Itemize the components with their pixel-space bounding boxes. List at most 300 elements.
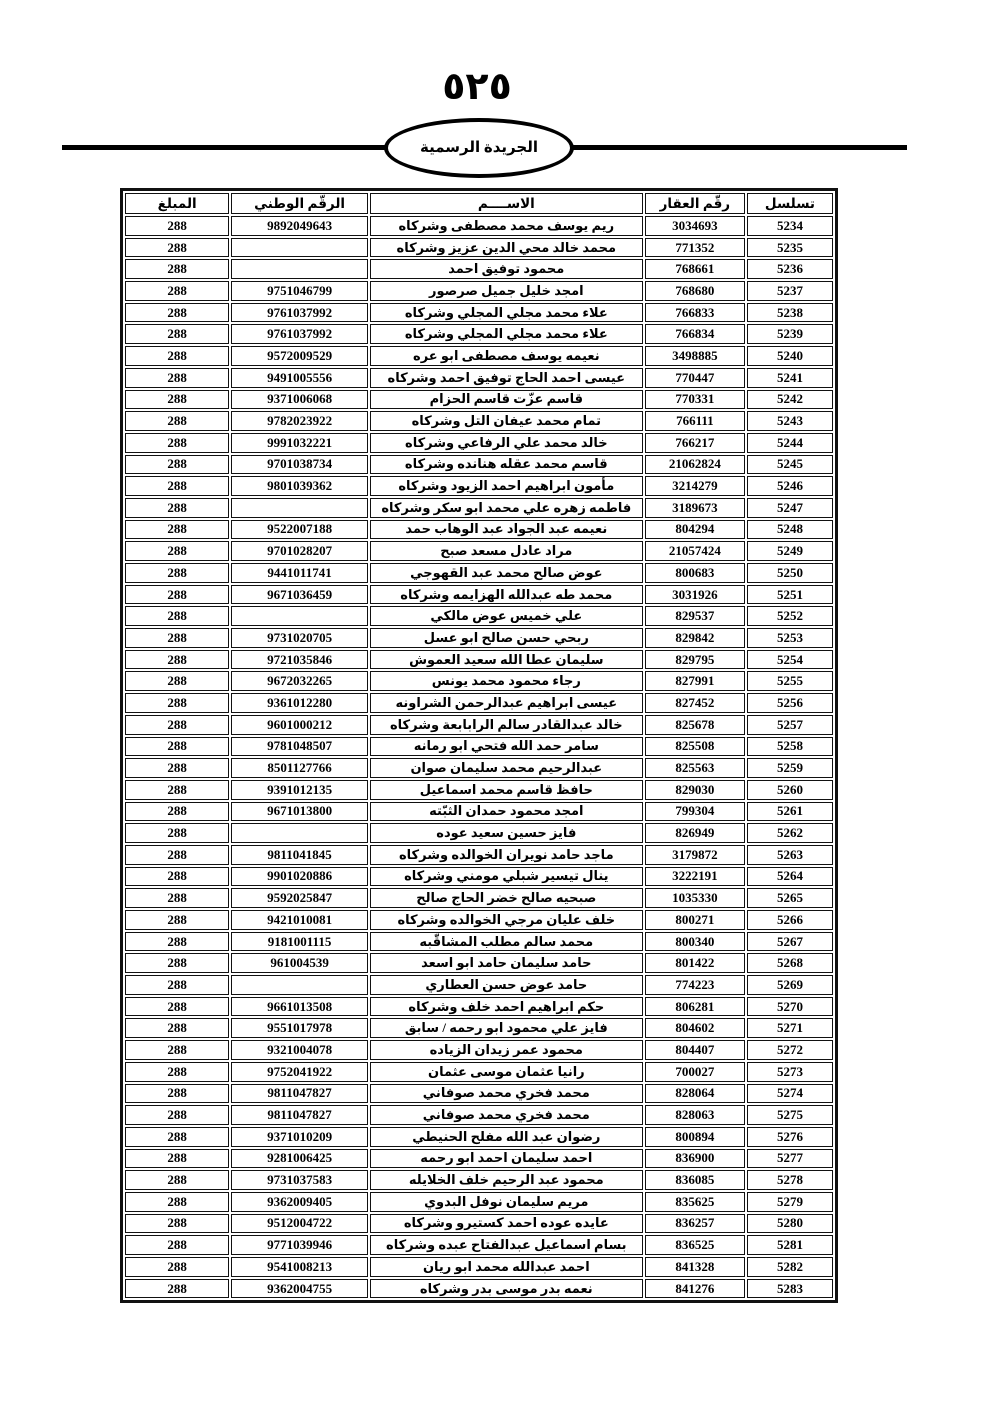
cell-property-no: 829537: [645, 606, 745, 626]
cell-national-no: 9671036459: [231, 585, 368, 605]
cell-property-no: 800271: [645, 910, 745, 930]
cell-property-no: 804602: [645, 1018, 745, 1038]
cell-property-no: 841276: [645, 1279, 745, 1299]
cell-property-no: 800894: [645, 1127, 745, 1147]
cell-amount: 288: [125, 498, 229, 518]
cell-name: قاسم محمد عقله هنانده وشركاه: [370, 455, 643, 475]
cell-national-no: 9701038734: [231, 455, 368, 475]
table-row: [125, 368, 833, 388]
cell-national-no: [231, 606, 368, 626]
gazette-banner: [384, 118, 574, 178]
cell-serial: 5283: [747, 1279, 833, 1299]
cell-national-no: 9781048507: [231, 737, 368, 757]
table-row: [125, 758, 833, 778]
cell-national-no: 8501127766: [231, 758, 368, 778]
cell-property-no: 829030: [645, 780, 745, 800]
cell-serial: 5246: [747, 476, 833, 496]
cell-name: خلف عليان مرجي الخوالده وشركاه: [370, 910, 643, 930]
table-row: [125, 628, 833, 648]
table-row: [125, 1192, 833, 1212]
records-body: [125, 216, 833, 1298]
cell-property-no: 806281: [645, 997, 745, 1017]
cell-amount: 288: [125, 715, 229, 735]
cell-amount: 288: [125, 324, 229, 344]
cell-property-no: 827452: [645, 693, 745, 713]
cell-amount: 288: [125, 476, 229, 496]
cell-amount: 288: [125, 1149, 229, 1169]
records-table-head: [125, 193, 833, 214]
cell-serial: 5249: [747, 541, 833, 561]
cell-property-no: 774223: [645, 975, 745, 995]
table-row: [125, 802, 833, 822]
cell-amount: 288: [125, 823, 229, 843]
cell-national-no: 9541008213: [231, 1257, 368, 1277]
cell-property-no: 800340: [645, 932, 745, 952]
cell-name: مريم سليمان نوفل البدوي: [370, 1192, 643, 1212]
cell-name: تمام محمد عيفان التل وشركاه: [370, 411, 643, 431]
page-number: ٥٢٥: [442, 66, 512, 108]
cell-amount: 288: [125, 1105, 229, 1125]
header-serial: تسلسل: [747, 193, 833, 214]
cell-name: علاء محمد مجلي المجلي وشركاه: [370, 303, 643, 323]
cell-name: سامر حمد الله فتحي ابو رمانه: [370, 737, 643, 757]
cell-serial: 5264: [747, 867, 833, 887]
cell-property-no: 836525: [645, 1235, 745, 1255]
table-row: [125, 1127, 833, 1147]
cell-name: رضوان عبد الله مفلح الحنيطي: [370, 1127, 643, 1147]
cell-name: خالد عبدالقادر سالم الرابابعة وشركاه: [370, 715, 643, 735]
cell-amount: 288: [125, 910, 229, 930]
cell-amount: 288: [125, 1192, 229, 1212]
cell-amount: 288: [125, 1127, 229, 1147]
cell-amount: 288: [125, 1018, 229, 1038]
cell-property-no: 825563: [645, 758, 745, 778]
cell-property-no: 770447: [645, 368, 745, 388]
cell-name: فاطمه زهره علي محمد ابو سكر وشركاه: [370, 498, 643, 518]
cell-serial: 5239: [747, 324, 833, 344]
cell-property-no: 3034693: [645, 216, 745, 236]
cell-serial: 5258: [747, 737, 833, 757]
cell-amount: 288: [125, 1170, 229, 1190]
cell-name: محمود عبد الرحيم خلف الخلايله: [370, 1170, 643, 1190]
cell-name: محمد خالد محي الدين عزيز وشركاه: [370, 238, 643, 258]
table-row: [125, 780, 833, 800]
cell-serial: 5274: [747, 1084, 833, 1104]
cell-property-no: 800683: [645, 563, 745, 583]
cell-national-no: 9701028207: [231, 541, 368, 561]
cell-national-no: 9321004078: [231, 1040, 368, 1060]
cell-amount: 288: [125, 216, 229, 236]
table-row: [125, 715, 833, 735]
cell-amount: 288: [125, 1279, 229, 1299]
table-row: [125, 1105, 833, 1125]
cell-serial: 5260: [747, 780, 833, 800]
cell-property-no: 825508: [645, 737, 745, 757]
cell-national-no: 9771039946: [231, 1235, 368, 1255]
table-row: [125, 845, 833, 865]
cell-national-no: 9551017978: [231, 1018, 368, 1038]
cell-name: محمد فخري محمد صوفاني: [370, 1105, 643, 1125]
table-row: [125, 997, 833, 1017]
table-row: [125, 671, 833, 691]
cell-serial: 5241: [747, 368, 833, 388]
table-row: [125, 433, 833, 453]
table-row: [125, 1257, 833, 1277]
cell-name: بسام اسماعيل عبدالفتاح عبده وشركاه: [370, 1235, 643, 1255]
cell-serial: 5277: [747, 1149, 833, 1169]
table-row: [125, 1235, 833, 1255]
cell-name: نعمه بدر موسى بدر وشركاه: [370, 1279, 643, 1299]
cell-national-no: 9892049643: [231, 216, 368, 236]
cell-national-no: 9661013508: [231, 997, 368, 1017]
table-row: [125, 1084, 833, 1104]
cell-property-no: 829842: [645, 628, 745, 648]
table-row: [125, 888, 833, 908]
header-property-no: رقّم العقار: [645, 193, 745, 214]
cell-name: امجد محمود حمدان الثبّته: [370, 802, 643, 822]
cell-national-no: 9752041922: [231, 1062, 368, 1082]
cell-serial: 5273: [747, 1062, 833, 1082]
cell-name: صبحيه صالح خضر الحاج صالح: [370, 888, 643, 908]
cell-serial: 5245: [747, 455, 833, 475]
table-row: [125, 1040, 833, 1060]
cell-serial: 5247: [747, 498, 833, 518]
cell-serial: 5266: [747, 910, 833, 930]
cell-amount: 288: [125, 281, 229, 301]
cell-serial: 5280: [747, 1214, 833, 1234]
cell-amount: 288: [125, 997, 229, 1017]
cell-property-no: 827991: [645, 671, 745, 691]
cell-serial: 5282: [747, 1257, 833, 1277]
cell-name: ينال تيسير شبلي مومني وشركاه: [370, 867, 643, 887]
cell-serial: 5252: [747, 606, 833, 626]
cell-serial: 5250: [747, 563, 833, 583]
cell-amount: 288: [125, 671, 229, 691]
cell-serial: 5259: [747, 758, 833, 778]
cell-property-no: 836085: [645, 1170, 745, 1190]
table-row: [125, 498, 833, 518]
cell-name: عيسى ابراهيم عبدالرحمن الشراونه: [370, 693, 643, 713]
cell-national-no: [231, 823, 368, 843]
table-row: [125, 303, 833, 323]
cell-serial: 5244: [747, 433, 833, 453]
cell-amount: 288: [125, 238, 229, 258]
cell-property-no: 766217: [645, 433, 745, 453]
cell-property-no: 3214279: [645, 476, 745, 496]
cell-serial: 5238: [747, 303, 833, 323]
cell-serial: 5271: [747, 1018, 833, 1038]
cell-national-no: 9901020886: [231, 867, 368, 887]
cell-national-no: 9421010081: [231, 910, 368, 930]
cell-name: ربحي حسن صالح ابو عسل: [370, 628, 643, 648]
cell-amount: 288: [125, 802, 229, 822]
cell-national-no: [231, 238, 368, 258]
cell-national-no: 9391012135: [231, 780, 368, 800]
table-row: [125, 455, 833, 475]
cell-property-no: 1035330: [645, 888, 745, 908]
cell-national-no: 9362004755: [231, 1279, 368, 1299]
table-row: [125, 1279, 833, 1299]
cell-name: نعيمه عبد الجواد عبد الوهاب حمد: [370, 520, 643, 540]
header-amount: المبلغ: [125, 193, 229, 214]
cell-serial: 5262: [747, 823, 833, 843]
cell-serial: 5270: [747, 997, 833, 1017]
cell-name: خالد محمد علي الرفاعي وشركاه: [370, 433, 643, 453]
cell-property-no: 841328: [645, 1257, 745, 1277]
table-row: [125, 953, 833, 973]
cell-serial: 5254: [747, 650, 833, 670]
cell-amount: 288: [125, 867, 229, 887]
cell-serial: 5268: [747, 953, 833, 973]
cell-property-no: 700027: [645, 1062, 745, 1082]
table-row: [125, 563, 833, 583]
cell-amount: 288: [125, 1235, 229, 1255]
table-row: [125, 324, 833, 344]
cell-name: علي خميس عوض مالكي: [370, 606, 643, 626]
cell-amount: 288: [125, 606, 229, 626]
cell-name: احمد سليمان احمد ابو رحمه: [370, 1149, 643, 1169]
cell-name: عيسى احمد الحاج توفيق احمد وشركاه: [370, 368, 643, 388]
cell-national-no: 9751046799: [231, 281, 368, 301]
cell-property-no: 799304: [645, 802, 745, 822]
cell-name: محمد فخري محمد صوفاني: [370, 1084, 643, 1104]
cell-name: قاسم عزّت قاسم الحزام: [370, 390, 643, 410]
cell-serial: 5263: [747, 845, 833, 865]
cell-property-no: 804407: [645, 1040, 745, 1060]
cell-property-no: 3498885: [645, 346, 745, 366]
cell-property-no: 766833: [645, 303, 745, 323]
cell-national-no: 9671013800: [231, 802, 368, 822]
cell-amount: 288: [125, 845, 229, 865]
cell-property-no: 768661: [645, 259, 745, 279]
cell-amount: 288: [125, 541, 229, 561]
cell-name: امجد خليل جميل صرصور: [370, 281, 643, 301]
table-row: [125, 1149, 833, 1169]
cell-amount: 288: [125, 932, 229, 952]
cell-name: حافظ قاسم محمد اسماعيل: [370, 780, 643, 800]
table-row: [125, 932, 833, 952]
cell-amount: 288: [125, 368, 229, 388]
cell-national-no: 9731020705: [231, 628, 368, 648]
cell-serial: 5278: [747, 1170, 833, 1190]
cell-serial: 5256: [747, 693, 833, 713]
table-row: [125, 390, 833, 410]
cell-serial: 5275: [747, 1105, 833, 1125]
cell-name: رانيا عثمان موسى عثمان: [370, 1062, 643, 1082]
cell-amount: 288: [125, 303, 229, 323]
cell-national-no: 9811041845: [231, 845, 368, 865]
table-row: [125, 650, 833, 670]
cell-name: مأمون ابراهيم احمد الزيود وشركاه: [370, 476, 643, 496]
header-name: الاســــم: [370, 193, 643, 214]
cell-serial: 5281: [747, 1235, 833, 1255]
cell-serial: 5269: [747, 975, 833, 995]
table-row: [125, 476, 833, 496]
table-row: [125, 823, 833, 843]
cell-amount: 288: [125, 259, 229, 279]
cell-national-no: 9811047827: [231, 1105, 368, 1125]
cell-amount: 288: [125, 888, 229, 908]
records-table: [120, 188, 838, 1303]
cell-name: محمد طه عبدالله الهزايمه وشركاه: [370, 585, 643, 605]
cell-amount: 288: [125, 455, 229, 475]
cell-name: محمود عمر زيدان الزياده: [370, 1040, 643, 1060]
cell-serial: 5279: [747, 1192, 833, 1212]
cell-name: محمد سالم مطلب المشاقّبه: [370, 932, 643, 952]
cell-property-no: 766111: [645, 411, 745, 431]
cell-name: حامد عوض حسن العطاري: [370, 975, 643, 995]
cell-amount: 288: [125, 628, 229, 648]
cell-serial: 5236: [747, 259, 833, 279]
header-row: [125, 193, 833, 214]
cell-national-no: 9801039362: [231, 476, 368, 496]
cell-serial: 5235: [747, 238, 833, 258]
cell-name: ريم يوسف محمد مصطفى وشركاه: [370, 216, 643, 236]
cell-property-no: 835625: [645, 1192, 745, 1212]
cell-property-no: 825678: [645, 715, 745, 735]
cell-property-no: 828063: [645, 1105, 745, 1125]
cell-national-no: 9731037583: [231, 1170, 368, 1190]
cell-amount: 288: [125, 520, 229, 540]
cell-national-no: [231, 498, 368, 518]
cell-national-no: 9281006425: [231, 1149, 368, 1169]
cell-property-no: 3222191: [645, 867, 745, 887]
cell-amount: 288: [125, 953, 229, 973]
cell-property-no: 3189673: [645, 498, 745, 518]
cell-property-no: 804294: [645, 520, 745, 540]
cell-serial: 5267: [747, 932, 833, 952]
cell-serial: 5265: [747, 888, 833, 908]
cell-serial: 5251: [747, 585, 833, 605]
cell-property-no: 836257: [645, 1214, 745, 1234]
cell-amount: 288: [125, 585, 229, 605]
cell-serial: 5255: [747, 671, 833, 691]
cell-name: محمود توفيق احمد: [370, 259, 643, 279]
cell-serial: 5237: [747, 281, 833, 301]
cell-amount: 288: [125, 1062, 229, 1082]
cell-amount: 288: [125, 390, 229, 410]
gazette-banner-title: الجريدة الرسمية: [420, 139, 538, 156]
cell-property-no: 3031926: [645, 585, 745, 605]
table-row: [125, 541, 833, 561]
cell-name: عايده عوده احمد كستيرو وشركاه: [370, 1214, 643, 1234]
cell-property-no: 21062824: [645, 455, 745, 475]
cell-national-no: 9721035846: [231, 650, 368, 670]
cell-serial: 5240: [747, 346, 833, 366]
cell-national-no: 9371006068: [231, 390, 368, 410]
cell-amount: 288: [125, 1214, 229, 1234]
cell-name: علاء محمد مجلي المجلي وشركاه: [370, 324, 643, 344]
cell-national-no: 9782023922: [231, 411, 368, 431]
table-row: [125, 910, 833, 930]
cell-amount: 288: [125, 1257, 229, 1277]
cell-amount: 288: [125, 1040, 229, 1060]
cell-serial: 5242: [747, 390, 833, 410]
cell-national-no: 961004539: [231, 953, 368, 973]
cell-property-no: 829795: [645, 650, 745, 670]
cell-serial: 5234: [747, 216, 833, 236]
cell-national-no: 9991032221: [231, 433, 368, 453]
cell-serial: 5248: [747, 520, 833, 540]
cell-amount: 288: [125, 433, 229, 453]
cell-serial: 5257: [747, 715, 833, 735]
cell-serial: 5272: [747, 1040, 833, 1060]
table-row: [125, 693, 833, 713]
cell-property-no: 21057424: [645, 541, 745, 561]
table-row: [125, 1062, 833, 1082]
table-row: [125, 216, 833, 236]
table-row: [125, 281, 833, 301]
cell-property-no: 828064: [645, 1084, 745, 1104]
table-row: [125, 520, 833, 540]
table-row: [125, 238, 833, 258]
cell-national-no: 9761037992: [231, 303, 368, 323]
cell-name: احمد عبدالله محمد ابو ريان: [370, 1257, 643, 1277]
cell-national-no: 9761037992: [231, 324, 368, 344]
cell-amount: 288: [125, 346, 229, 366]
table-row: [125, 737, 833, 757]
cell-amount: 288: [125, 758, 229, 778]
cell-national-no: 9672032265: [231, 671, 368, 691]
cell-name: رجاء محمود محمد يونس: [370, 671, 643, 691]
header-national-no: الرقّم الوطني: [231, 193, 368, 214]
cell-national-no: [231, 259, 368, 279]
cell-property-no: 770331: [645, 390, 745, 410]
cell-property-no: 768680: [645, 281, 745, 301]
cell-property-no: 826949: [645, 823, 745, 843]
cell-national-no: 9572009529: [231, 346, 368, 366]
cell-name: سليمان عطا الله سعيد العموش: [370, 650, 643, 670]
cell-property-no: 801422: [645, 953, 745, 973]
table-row: [125, 585, 833, 605]
cell-name: نعيمه يوسف مصطفى ابو عره: [370, 346, 643, 366]
cell-national-no: 9491005556: [231, 368, 368, 388]
table-row: [125, 1214, 833, 1234]
table-row: [125, 975, 833, 995]
cell-serial: 5253: [747, 628, 833, 648]
table-row: [125, 1018, 833, 1038]
cell-amount: 288: [125, 650, 229, 670]
cell-national-no: 9601000212: [231, 715, 368, 735]
cell-property-no: 836900: [645, 1149, 745, 1169]
table-row: [125, 1170, 833, 1190]
cell-name: عبدالرحيم محمد سليمان صوان: [370, 758, 643, 778]
table-row: [125, 259, 833, 279]
cell-name: ماجد حامد نويران الخوالده وشركاه: [370, 845, 643, 865]
cell-amount: 288: [125, 1084, 229, 1104]
cell-name: فايز حسين سعيد عوده: [370, 823, 643, 843]
cell-national-no: 9181001115: [231, 932, 368, 952]
table-row: [125, 411, 833, 431]
cell-amount: 288: [125, 737, 229, 757]
cell-amount: 288: [125, 693, 229, 713]
cell-amount: 288: [125, 563, 229, 583]
cell-national-no: 9811047827: [231, 1084, 368, 1104]
cell-national-no: [231, 975, 368, 995]
cell-national-no: 9522007188: [231, 520, 368, 540]
cell-serial: 5261: [747, 802, 833, 822]
table-row: [125, 606, 833, 626]
cell-national-no: 9592025847: [231, 888, 368, 908]
cell-serial: 5276: [747, 1127, 833, 1147]
cell-amount: 288: [125, 411, 229, 431]
cell-name: عوض صالح محمد عبد القهوجي: [370, 563, 643, 583]
cell-name: مراد عادل مسعد صبح: [370, 541, 643, 561]
cell-name: حامد سليمان حامد ابو اسعد: [370, 953, 643, 973]
cell-national-no: 9371010209: [231, 1127, 368, 1147]
cell-property-no: 766834: [645, 324, 745, 344]
cell-national-no: 9512004722: [231, 1214, 368, 1234]
